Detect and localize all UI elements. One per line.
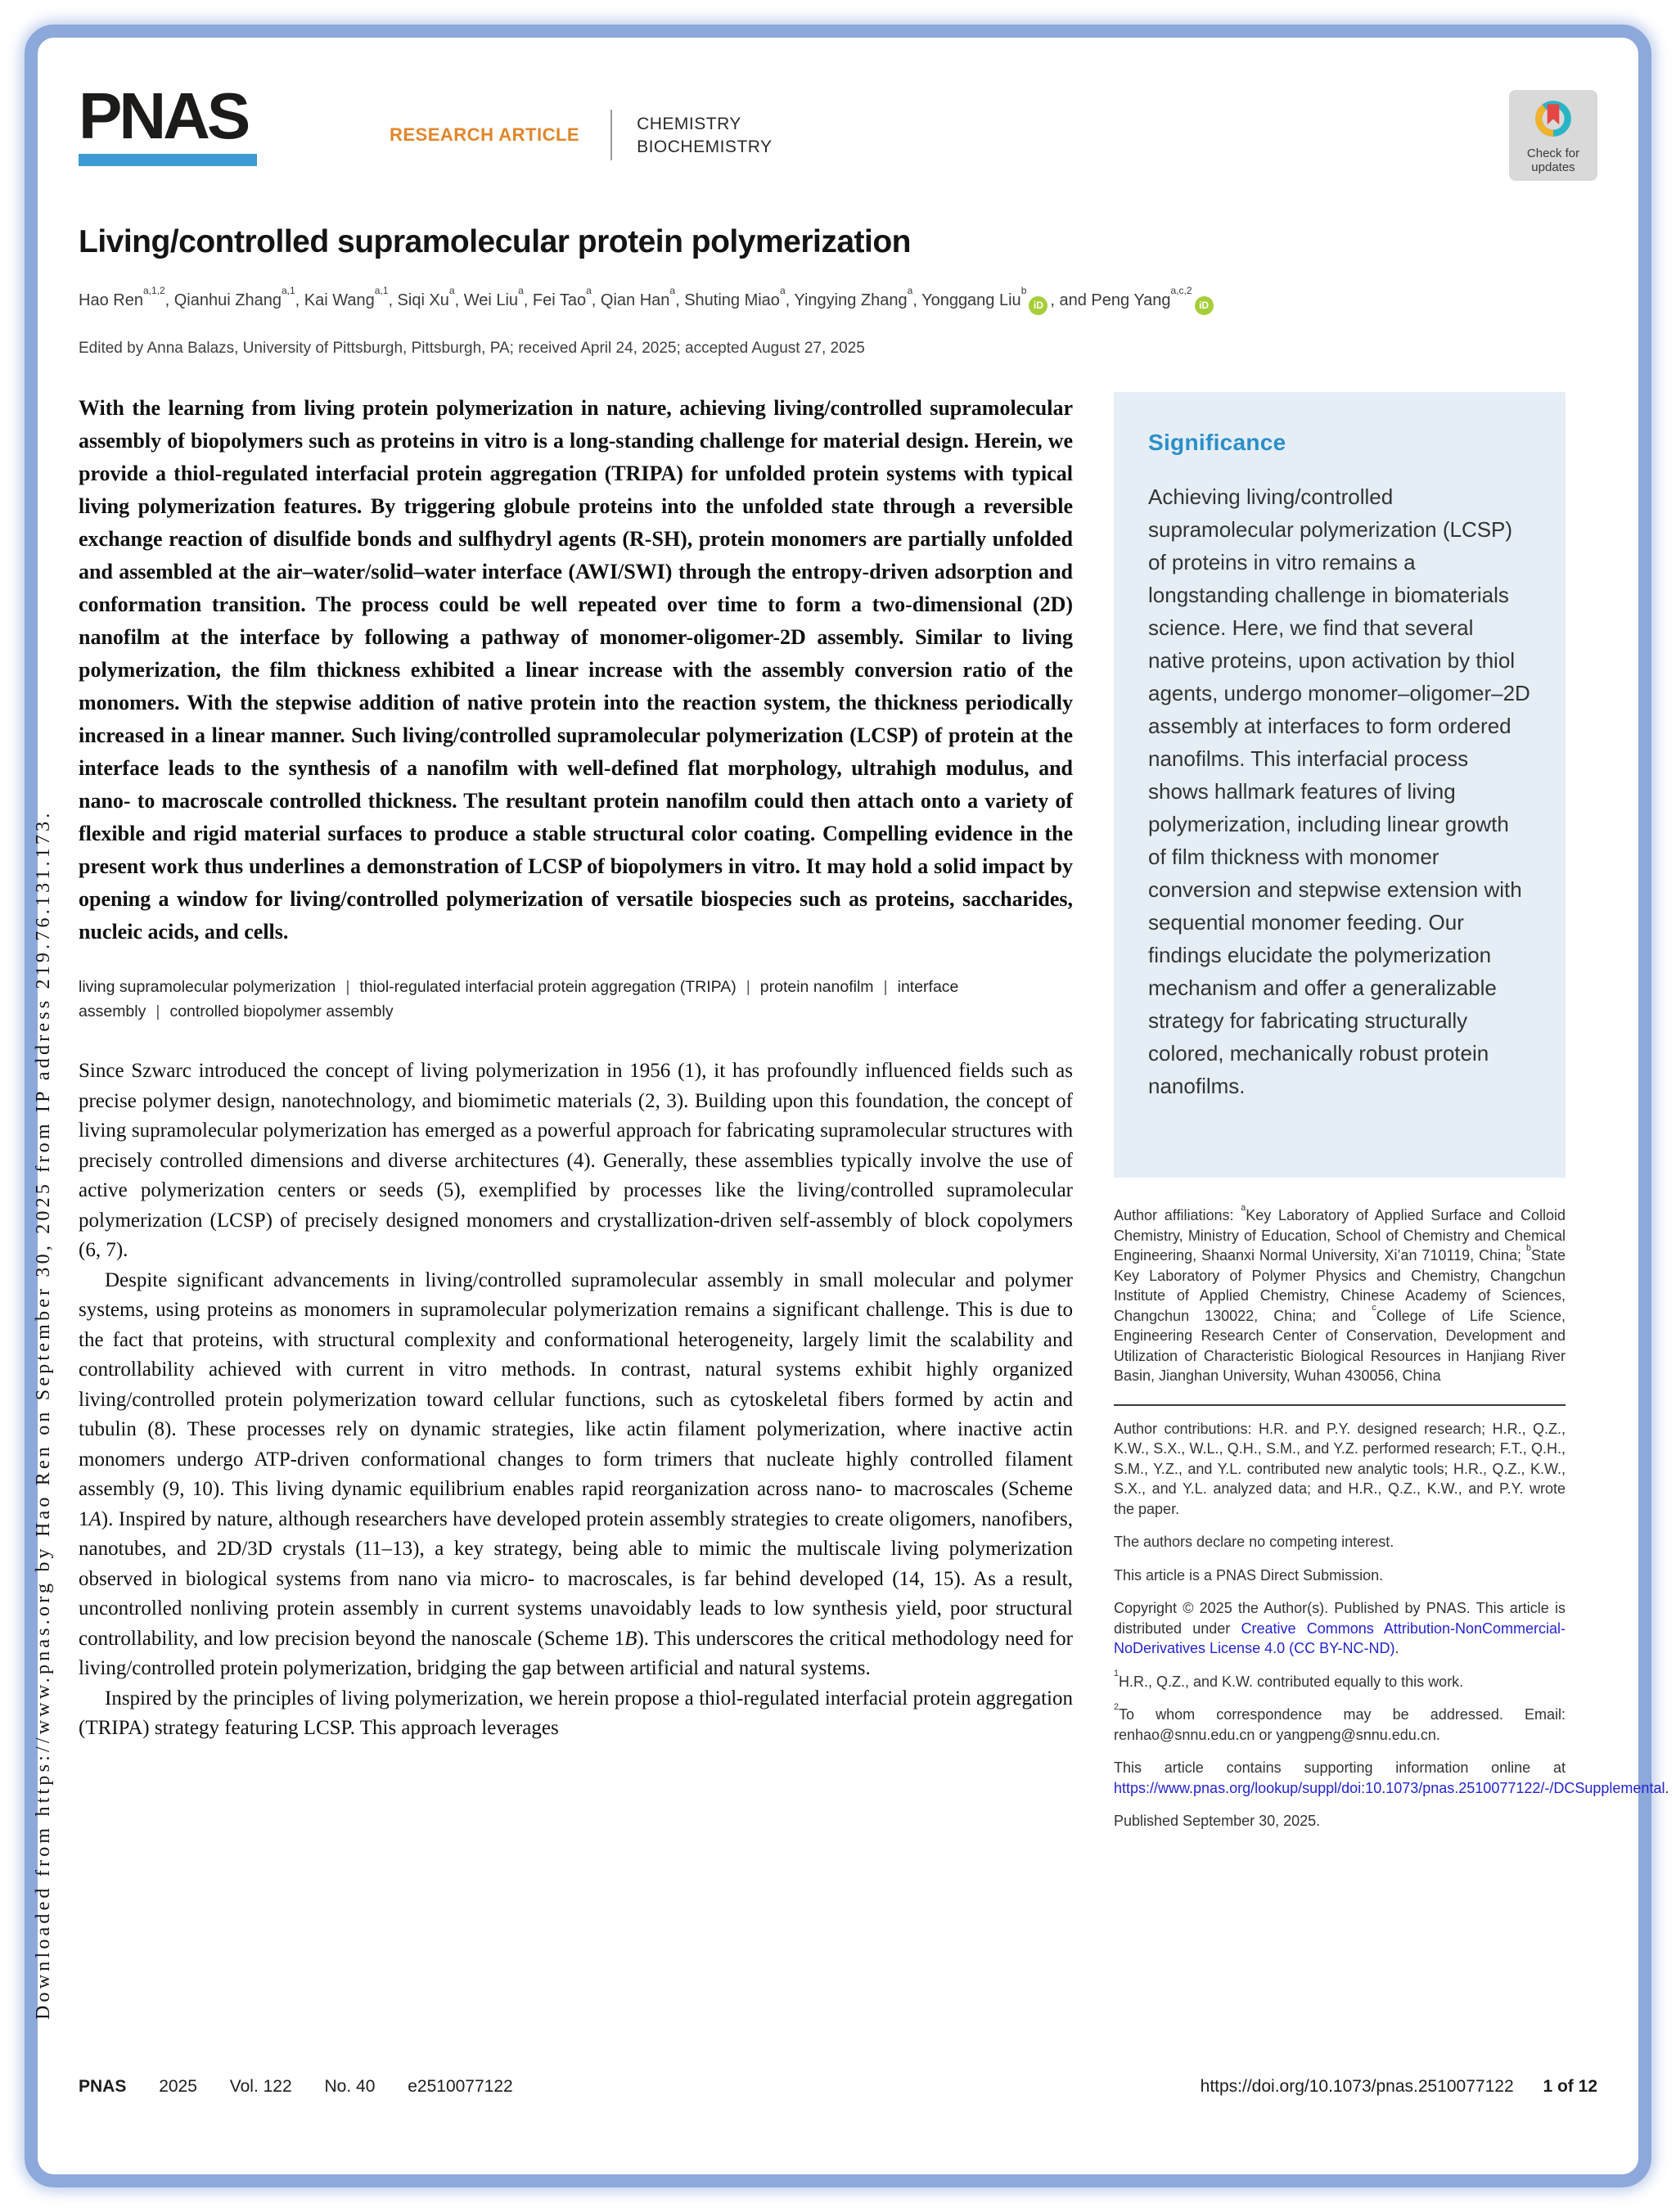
footer-page-number: 1 of 12 <box>1543 2077 1597 2096</box>
direct-submission-statement: This article is a PNAS Direct Submission. <box>1114 1566 1384 1584</box>
significance-title: Significance <box>1148 430 1286 455</box>
supporting-information-note: This article contains supporting information online at https://www.pnas.org/lookup/suppl/doi:10.1073/pnas.2510077122/-/DCSupplemental. <box>1114 1759 1669 1796</box>
footer-journal: PNAS <box>79 2077 127 2096</box>
footer-volume: Vol. 122 <box>229 2077 292 2096</box>
footer-issue: No. 40 <box>324 2077 376 2096</box>
footnotes-divider <box>1114 1404 1566 1406</box>
pnas-logo-text: PNAS <box>79 79 248 152</box>
body-paragraph-3: Inspired by the principles of living polymerization, we herein propose a thiol-regulated interfacial protein aggregation (TRIPA) strategy featuring LCSP. This approach leverages <box>79 1687 1073 1739</box>
orcid-icon[interactable]: iD <box>1029 296 1048 315</box>
subject-biochemistry: BIOCHEMISTRY <box>637 137 773 156</box>
masthead-divider <box>610 110 612 160</box>
main-column <box>79 392 1073 1831</box>
pnas-logo-bar <box>79 154 257 166</box>
pnas-logo <box>79 79 279 166</box>
significance-box <box>1114 392 1566 1178</box>
masthead <box>79 79 1597 183</box>
footer-doi-block <box>1201 2077 1597 2097</box>
article-type-block <box>390 85 579 146</box>
article-columns <box>79 392 1669 1831</box>
crossmark-icon <box>1533 128 1574 142</box>
copyright-statement: Copyright © 2025 the Author(s). Published by PNAS. This article is distributed under Creative Commons Attribution-NonCommercial-NoDerivatives License 4.0 (CC BY-NC-ND). <box>1114 1600 1566 1656</box>
published-date: Published September 30, 2025. <box>1114 1813 1321 1829</box>
orcid-icon[interactable]: iD <box>1195 296 1214 315</box>
article-page <box>79 79 1669 1831</box>
check-for-updates-badge[interactable] <box>1509 90 1597 181</box>
edited-by-line: Edited by Anna Balazs, University of Pittsburgh, Pittsburgh, PA; received April 24, 2025; accepted August 27, 2025 <box>79 340 865 357</box>
significance-text: Achieving living/controlled supramolecular polymerization (LCSP) of proteins in vitro remains a longstanding challenge in biomaterials science. Here, we find that several native proteins, upon activation by thiol agents, undergo monomer–oligomer–2D assembly at interfaces to form ordered nanofilms. This interfacial process shows hallmark features of living polymerization, including linear growth of film thickness with monomer conversion and stepwise extension with sequential monomer feeding. Our findings elucidate the polymerization mechanism and offer a generalizable strategy for fabricating structurally colored, mechanically robust protein nanofilms. <box>1148 484 1530 1098</box>
inline-link[interactable]: Creative Commons Attribution-NonCommercial-NoDerivatives License 4.0 (CC BY-NC-ND) <box>1114 1620 1566 1656</box>
page-footer <box>79 2077 1597 2097</box>
footer-citation <box>79 2077 541 2097</box>
inline-link[interactable]: https://www.pnas.org/lookup/suppl/doi:10.1073/pnas.2510077122/-/DCSupplemental <box>1114 1779 1665 1796</box>
subject-chemistry: CHEMISTRY <box>637 115 741 133</box>
keywords-line: living supramolecular polymerization | thiol-regulated interfacial protein aggregation (TRIPA) | protein nanofilm | interface assembly | controlled biopolymer assembly <box>79 978 959 1020</box>
subject-categories <box>637 85 772 159</box>
footer-doi-link[interactable]: https://doi.org/10.1073/pnas.2510077122 <box>1200 2077 1514 2096</box>
author-list: Hao Ren$^{a,1,2}$, Qianhui Zhang$^{a,1}$, Kai Wang$^{a,1}$, Siqi Xu$^a$, Wei Liu$^a$, Fei Tao$^a$, Qian Han$^a$, Shuting Miao$^a$, Yingying Zhang$^a$, Yonggang Liu$^b$iD , and Peng Yang$^{a,c,2}$iD <box>79 288 1597 315</box>
body-text <box>79 1056 1073 1744</box>
author-affiliations: Author affiliations: $^a$Key Laboratory of Applied Surface and Colloid Chemistry, Ministry of Education, School of Chemistry and Chemical Engineering, Shaanxi Normal University, Xi’an 710119, China; $^b$State Key Laboratory of Polymer Physics and Chemistry, Changchun Institute of Applied Chemistry, Chinese Academy of Sciences, Changchun 130022, China; and $^c$College of Life Science, Engineering Research Center of Conservation, Development and Utilization of Characteristic Biological Resources in Hanjiang River Basin, Jianghan University, Wuhan 430056, China <box>1114 1202 1566 1384</box>
check-badge-label: Check for updates <box>1526 146 1580 174</box>
article-title: Living/controlled supramolecular protein polymerization <box>79 224 911 259</box>
author-contributions: Author contributions: H.R. and P.Y. designed research; H.R., Q.Z., K.W., S.X., W.L., Q.H., S.M., and Y.Z. performed research; F.T., Q.H., S.M., Y.Z., and Y.L. contributed new analytic tools; H.R., Q.Z., K.W., S.X., and Y.L. analyzed data; and H.R., Q.Z., K.W., and P.Y. wrote the paper. <box>1114 1420 1566 1517</box>
competing-interest-statement: The authors declare no competing interest. <box>1114 1534 1394 1550</box>
footer-year: 2025 <box>159 2077 197 2096</box>
abstract: With the learning from living protein polymerization in nature, achieving living/controlled supramolecular assembly of biopolymers such as proteins in vitro is a long-standing challenge for material design. Herein, we provide a thiol-regulated interfacial protein aggregation (TRIPA) for unfolded protein systems with typical living polymerization features. By triggering globule proteins into the unfolded state through a reversible exchange reaction of disulfide bonds and sulfhydryl agents (R-SH), protein monomers are partially unfolded and assembled at the air–water/solid–water interface (AWI/SWI) through the entropy-driven adsorption and conformation transition. The process could be well repeated over time to form a two-dimensional (2D) nanofilm at the interface by following a pathway of monomer-oligomer-2D assembly. Similar to living polymerization, the film thickness exhibited a linear increase with the assembly conversion ratio of the monomers. With the stepwise addition of native protein into the reaction system, the thickness periodically increased in a linear manner. Such living/controlled supramolecular polymerization (LCSP) of protein at the interface leads to the synthesis of a nanofilm with well-defined flat morphology, ultrahigh modulus, and nano- to macroscale controlled thickness. The resultant protein nanofilm could then attach onto a variety of flexible and rigid material surfaces to produce a stable structural color coating. Compelling evidence in the present work thus underlines a demonstration of LCSP of biopolymers in vitro. It may hold a solid impact by opening a window for living/controlled polymerization of versatile biospecies such as proteins, saccharides, nucleic acids, and cells. <box>79 396 1073 944</box>
body-paragraph-1: Since Szwarc introduced the concept of living polymerization in 1956 (1), it has profoundly influenced fields such as precise polymer design, nanotechnology, and biomimetic materials (2, 3). Building upon this foundation, the concept of living supramolecular polymerization has emerged as a powerful approach for fabricating supramolecular structures with precisely controlled dimensions and diverse architectures (4). Generally, these assemblies typically involve the use of active polymerization centers or seeds (5), exemplified by processes like the living/controlled supramolecular polymerization (LCSP) of precisely designed monomers and crystallization-driven self-assembly of block copolymers (6, 7). <box>79 1060 1073 1261</box>
equal-contribution-note: $^1$H.R., Q.Z., and K.W. contributed equally to this work. <box>1114 1669 1464 1690</box>
download-watermark: Downloaded from https://www.pnas.org by Hao Ren on September 30, 2025 from IP address 219.76.131.173. <box>33 809 54 2020</box>
side-column <box>1114 392 1669 1831</box>
body-paragraph-2: Despite significant advancements in living/controlled supramolecular assembly in small molecular and polymer systems, using proteins as monomers in supramolecular polymerization remains a significant challenge. This is due to the fact that proteins, with structural complexity and conformational heterogeneity, largely limit the scalability and controllability achieved with current in vitro methods. In contrast, natural systems exhibit highly organized living/controlled protein polymerization toward cellular functions, such as cytoskeletal fibers formed by actin and tubulin (8). These processes rely on dynamic strategies, like actin filament polymerization, where inactive actin monomers undergo ATP-driven conformational changes to form trimers that nucleate highly controlled filament assembly (9, 10). This living dynamic equilibrium enables rapid reorganization across nano- to macroscales (Scheme 1A). Inspired by nature, although researchers have developed protein assembly strategies to create oligomers, nanofibers, nanotubes, and 2D/3D crystals (11–13), a key strategy, being able to mimic the multiscale living polymerization observed in biological systems from nano via micro- to macroscales, is far behind developed (14, 15). As a result, uncontrolled nonliving protein assembly in current systems unavoidably leads to low synthesis yield, poor structural controllability, and low precision beyond the nanoscale (Scheme 1B). This underscores the critical methodology need for living/controlled protein polymerization, bridging the gap between artificial and natural systems. <box>79 1268 1073 1679</box>
footer-eloc: e2510077122 <box>408 2077 513 2096</box>
article-type-label: RESEARCH ARTICLE <box>390 124 580 145</box>
correspondence-note: $^2$To whom correspondence may be addressed. Email: renhao@snnu.edu.cn or yangpeng@snnu.edu.cn. <box>1114 1701 1566 1743</box>
